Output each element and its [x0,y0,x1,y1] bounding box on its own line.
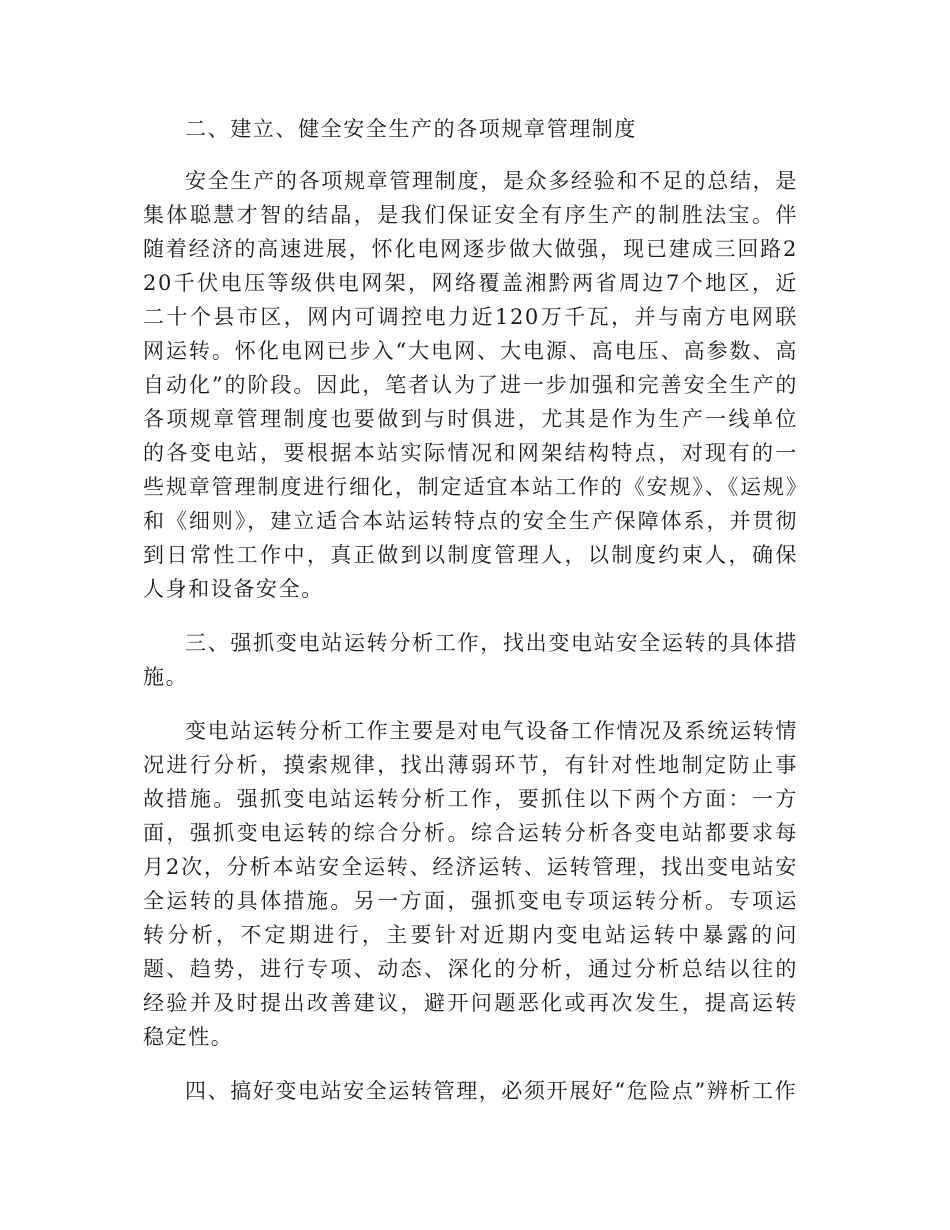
section-heading-2: 二、建立、健全安全生产的各项规章管理制度 [185,117,637,141]
section-heading-3: 三、强抓变电站运转分析工作，找出变电站安全运转的具体措施。 [143,631,798,689]
document-body [143,112,798,1108]
section-paragraph-3: 变电站运转分析工作主要是对电气设备工作情况及系统运转情况进行分析，摸索规律，找出薄弱环节，有针对性地制定防止事故措施。强抓变电站运转分析工作，要抓住以下两个方面：一方面，强抓变电运转的综合分析。综合运转分析各变电站都要求每月2次，分析本站安全运转、经济运转、运转管理，找出变电站安全运转的具体措施。另一方面，强抓变电专项运转分析。专项运转分析，不定期进行，主要针对近期内变电站运转中暴露的问题、趋势，进行专项、动态、深化的分析，通过分析总结以往的经验并及时提出改善建议，避开问题恶化或再次发生，提高运转稳定性。 [143,719,798,1049]
section-heading-4: 四、搞好变电站安全运转管理，必须开展好“危险点”辨析工作 [185,1079,798,1103]
section-paragraph-2: 安全生产的各项规章管理制度，是众多经验和不足的总结，是集体聪慧才智的结晶，是我们保证安全有序生产的制胜法宝。伴随着经济的高速进展，怀化电网逐步做大做强，现已建成三回路220千伏电压等级供电网架，网络覆盖湘黔两省周边7个地区，近二十个县市区，网内可调控电力近120万千瓦，并与南方电网联网运转。怀化电网已步入“大电网、大电源、高电压、高参数、高自动化”的阶段。因此，笔者认为了进一步加强和完善安全生产的各项规章管理制度也要做到与时俱进，尤其是作为生产一线单位的各变电站，要根据本站实际情况和网架结构特点，对现有的一些规章管理制度进行细化，制定适宜本站工作的《安规》、《运规》和《细则》，建立适合本站运转特点的安全生产保障体系，并贯彻到日常性工作中，真正做到以制度管理人，以制度约束人，确保人身和设备安全。 [143,169,798,601]
